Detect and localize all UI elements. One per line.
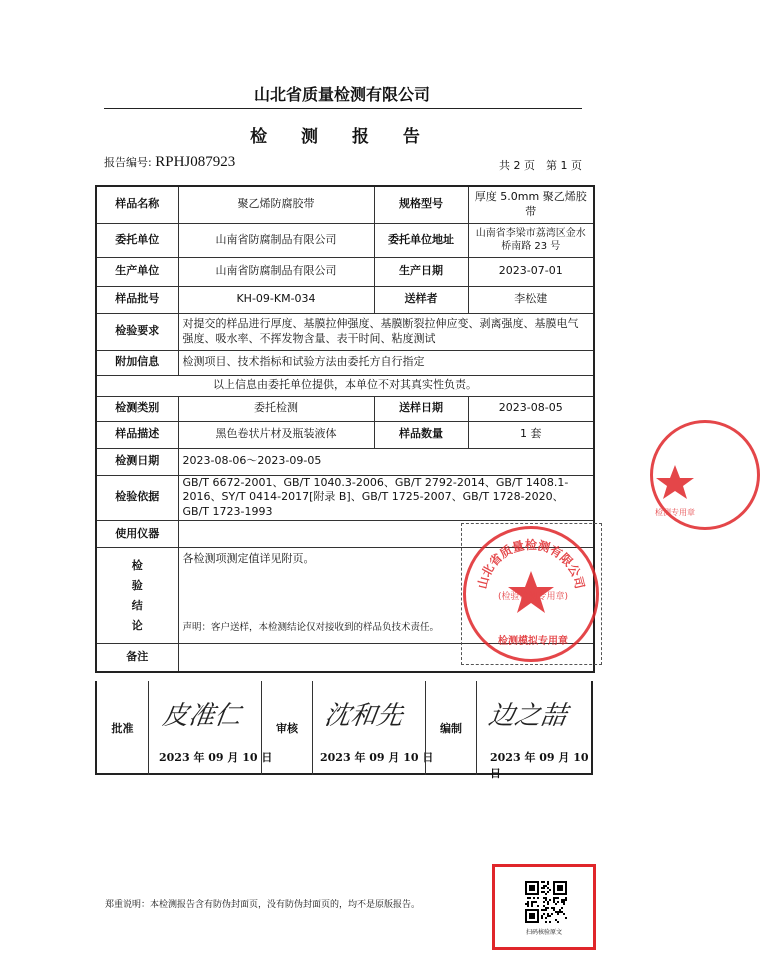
qr-code-icon[interactable]: [525, 881, 567, 923]
production-date-value: 2023-07-01: [468, 257, 594, 286]
producer-label: 生产单位: [96, 257, 178, 286]
remark-label: 备注: [96, 644, 178, 672]
signature-table: [95, 681, 593, 780]
side-seal-text: 检测专用章: [655, 508, 695, 517]
review-signature: 沈和先: [322, 701, 405, 731]
compile-date: 2023 年 09 月 10 日: [490, 751, 589, 780]
review-label: 审核: [261, 681, 313, 775]
sender-value: 李松建: [468, 286, 594, 313]
statement-text: 声明：客户送样，本检测结论仅对接收到的样品负技术责任。: [182, 622, 440, 634]
client-value: 山南省防腐制品有限公司: [178, 223, 374, 257]
spec-value: 厚度 5.0mm 聚乙烯胶带: [468, 186, 594, 223]
category-value: 委托检测: [178, 396, 374, 421]
qr-caption: 扫码核验原文: [525, 929, 562, 936]
page-info: 共 2 页 第 1 页: [499, 159, 582, 172]
conclusion-label: [96, 548, 178, 644]
disclaimer-text: 以上信息由委托单位提供，本单位不对其真实性负责。: [96, 375, 594, 396]
description-label: 样品描述: [96, 421, 178, 448]
official-seal: [463, 526, 599, 662]
table-row: [96, 223, 594, 257]
conclusion-label-text: 检验结论: [131, 558, 143, 632]
approve-signature: 皮准仁: [160, 701, 243, 731]
table-row: [96, 448, 594, 475]
table-row: [96, 257, 594, 286]
sample-name-label: 样品名称: [96, 186, 178, 223]
table-row: [96, 313, 594, 350]
seal-bottom-text: 检测模拟专用章: [498, 636, 568, 647]
client-address-label: 委托单位地址: [374, 223, 468, 257]
review-date: 2023 年 09 月 10 日: [320, 751, 434, 764]
instrument-label: 使用仪器: [96, 521, 178, 548]
client-label: 委托单位: [96, 223, 178, 257]
production-date-label: 生产日期: [374, 257, 468, 286]
requirement-label: 检验要求: [96, 313, 178, 350]
approve-date: 2023 年 09 月 10 日: [159, 751, 273, 764]
basis-label: 检验依据: [96, 475, 178, 521]
description-value: 黑色卷状片材及瓶装液体: [178, 421, 374, 448]
spec-label: 规格型号: [374, 186, 468, 223]
side-seal: [650, 420, 760, 530]
batch-label: 样品批号: [96, 286, 178, 313]
table-row: [96, 286, 594, 313]
test-date-label: 检测日期: [96, 448, 178, 475]
compile-signature: 边之喆: [486, 701, 569, 731]
header-rule: [104, 108, 582, 109]
table-row: [96, 375, 594, 396]
quantity-label: 样品数量: [374, 421, 468, 448]
organization-name: 山北省质量检测有限公司: [253, 85, 430, 104]
client-address-value: 山南省李梁市荔湾区金水桥南路 23 号: [468, 223, 594, 257]
table-row: [96, 421, 594, 448]
sample-name-value: 聚乙烯防腐胶带: [178, 186, 374, 223]
requirement-value: 对提交的样品进行厚度、基膜拉伸强度、基膜断裂拉伸应变、剥离强度、基膜电气强度、吸水率、不挥发物含量、表干时间、粘度测试: [178, 313, 594, 350]
send-date-value: 2023-08-05: [468, 396, 594, 421]
compile-label: 编制: [425, 681, 477, 775]
svg-text:山北省质量检测有限公司: 山北省质量检测有限公司: [475, 538, 587, 591]
footer-notice: 郑重说明：本检测报告含有防伪封面页，没有防伪封面页的，均不是原版报告。: [105, 900, 421, 910]
approve-label: 批准: [97, 681, 149, 775]
seal-inner-text: (检验检测专用章): [497, 592, 569, 602]
producer-value: 山南省防腐制品有限公司: [178, 257, 374, 286]
report-number-value: RPHJ087923: [155, 154, 236, 170]
table-row: [96, 396, 594, 421]
table-row: [96, 186, 594, 223]
table-row: [96, 475, 594, 521]
conclusion-value: 各检测项测定值详见附页。: [182, 552, 315, 566]
extra-info-label: 附加信息: [96, 350, 178, 375]
sender-label: 送样者: [374, 286, 468, 313]
quantity-value: 1 套: [468, 421, 594, 448]
send-date-label: 送样日期: [374, 396, 468, 421]
table-row: [96, 350, 594, 375]
basis-value: GB/T 6672-2001、GB/T 1040.3-2006、GB/T 2792-2014、GB/T 1408.1-2016、SY/T 0414-2017[附录 B]、GB/T 1725-2007、GB/T 1728-2020、GB/T 1723-1993: [178, 475, 594, 521]
test-date-value: 2023-08-06～2023-09-05: [178, 448, 594, 475]
batch-value: KH-09-KM-034: [178, 286, 374, 313]
category-label: 检测类别: [96, 396, 178, 421]
qr-frame: [492, 864, 596, 950]
report-number-label: 报告编号:: [104, 156, 152, 169]
report-title: 检 测 报 告: [250, 127, 434, 147]
report-number: [104, 154, 235, 171]
extra-info-value: 检测项目、技术指标和试验方法由委托方自行指定: [178, 350, 594, 375]
